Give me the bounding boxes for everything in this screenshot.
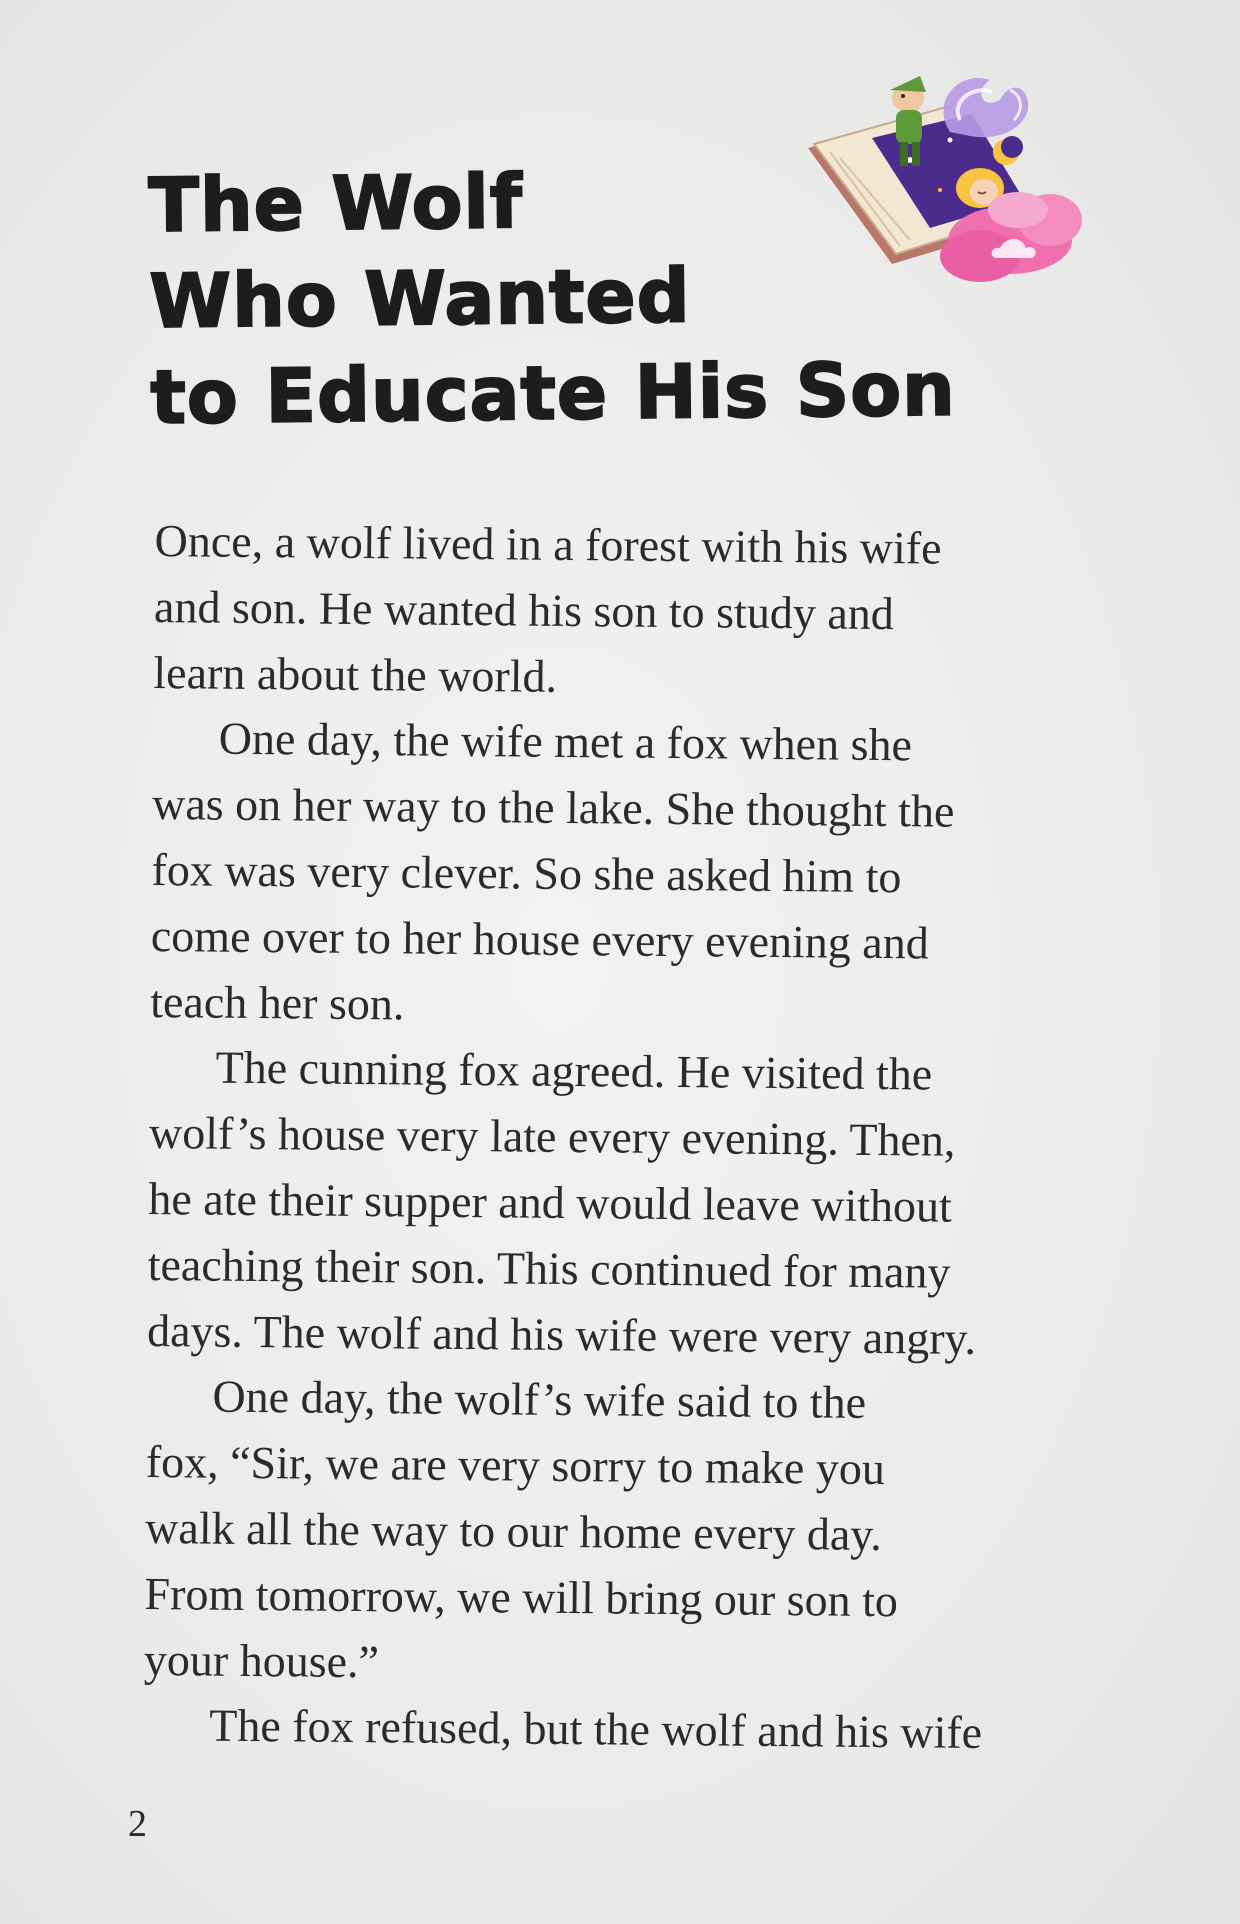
text-line: he ate their supper and would leave without bbox=[148, 1172, 953, 1232]
text-line: your house.” bbox=[143, 1633, 380, 1687]
storybook-fairytale-icon bbox=[800, 40, 1100, 310]
text-line: teaching their son. This continued for many bbox=[147, 1238, 951, 1298]
text-line: fox was very clever. So she asked him to bbox=[151, 843, 902, 903]
paragraph bbox=[150, 705, 1113, 1043]
text-line: learn about the world. bbox=[153, 646, 558, 702]
title-line: to Educate His Son bbox=[150, 346, 957, 441]
moon-icon bbox=[993, 136, 1023, 165]
title-line: Who Wanted bbox=[149, 253, 691, 345]
paragraph bbox=[143, 1692, 1104, 1767]
paragraph bbox=[144, 1363, 1107, 1701]
title-line: The Wolf bbox=[148, 159, 524, 249]
magic-swirl-icon bbox=[944, 78, 1029, 137]
paragraph bbox=[153, 508, 1115, 715]
text-line: come over to her house every evening and bbox=[150, 909, 929, 969]
text-line: was on her way to the lake. She thought the bbox=[151, 778, 955, 837]
paragraph bbox=[147, 1034, 1110, 1372]
text-line: The cunning fox agreed. He visited the bbox=[215, 1041, 933, 1100]
text-line: One day, the wife met a fox when she bbox=[218, 713, 913, 771]
text-line: From tomorrow, we will bring our son to bbox=[144, 1567, 899, 1626]
text-line: One day, the wolf’s wife said to the bbox=[212, 1370, 867, 1429]
story-body bbox=[143, 508, 1115, 1767]
text-line: teach her son. bbox=[150, 975, 405, 1029]
text-line: fox, “Sir, we are very sorry to make you bbox=[145, 1436, 886, 1495]
text-line: walk all the way to our home every day. bbox=[144, 1501, 883, 1560]
text-line: Once, a wolf lived in a forest with his wife bbox=[154, 514, 942, 574]
text-line: days. The wolf and his wife were very angry. bbox=[146, 1304, 977, 1364]
page-number: 2 bbox=[128, 1803, 147, 1845]
text-line: and son. He wanted his son to study and bbox=[153, 580, 895, 639]
text-line: wolf’s house very late every evening. Then, bbox=[148, 1107, 956, 1166]
text-line: The fox refused, but the wolf and his wife bbox=[209, 1699, 983, 1759]
